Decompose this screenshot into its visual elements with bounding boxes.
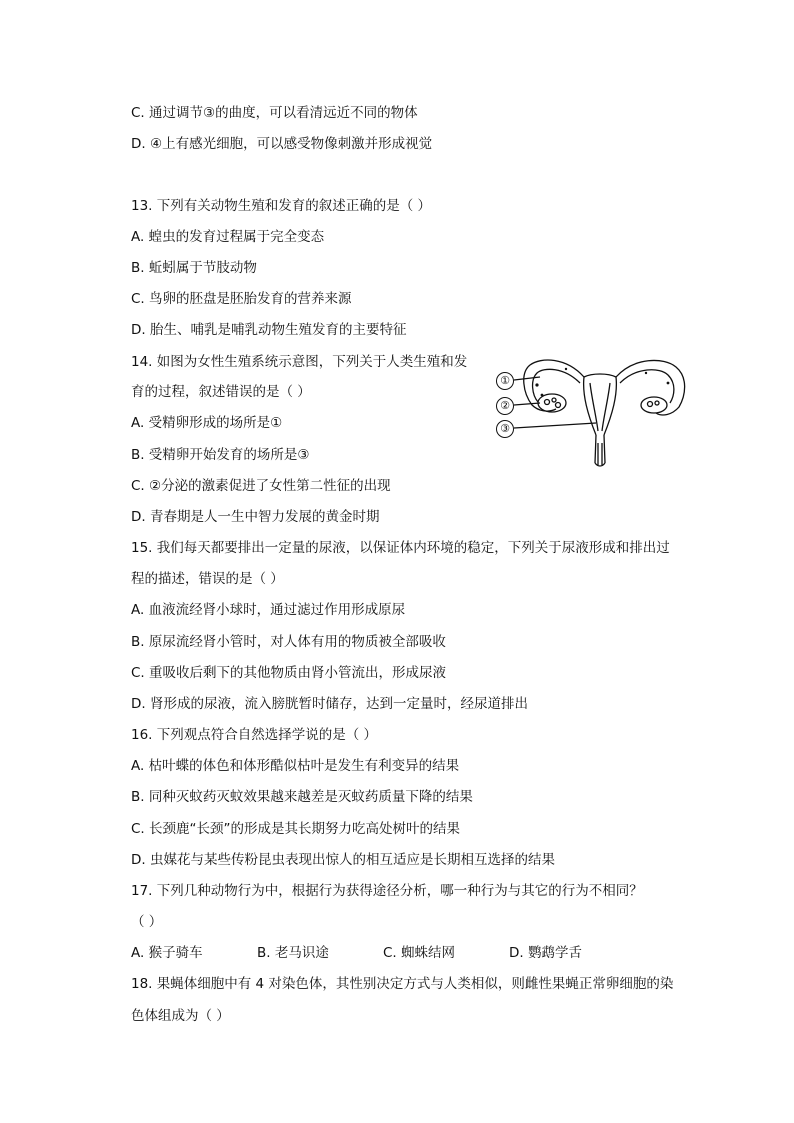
- female-reproductive-system-figure: [496, 355, 701, 475]
- marker-2: ②: [496, 397, 514, 415]
- marker-1: ①: [496, 372, 514, 390]
- q17-option-b: B. 老马识途: [257, 945, 329, 961]
- q17-stem: 17. 下列几种动物行为中，根据行为获得途径分析，哪一种行为与其它的行为不相同？: [131, 883, 643, 899]
- reproductive-diagram: [496, 355, 701, 475]
- q12-option-c: C. 通过调节③的曲度，可以看清远近不同的物体: [131, 105, 418, 121]
- q18-stem-line1: 18. 果蝇体细胞中有 4 对染色体，其性别决定方式与人类相似，则雌性果蝇正常卵细胞的染: [131, 976, 674, 992]
- q18-stem-line2: 色体组成为（ ）: [131, 1008, 230, 1024]
- q15-stem-line1: 15. 我们每天都要排出一定量的尿液，以保证体内环境的稳定，下列关于尿液形成和排出过: [131, 540, 670, 556]
- q12-option-d: D. ④上有感光细胞，可以感受物像刺激并形成视觉: [131, 136, 433, 152]
- q15-stem-line2: 程的描述，错误的是（ ）: [131, 571, 284, 587]
- marker-3: ③: [496, 420, 514, 438]
- q16-option-b: B. 同种灭蚊药灭蚊效果越来越差是灭蚊药质量下降的结果: [131, 789, 473, 805]
- q17-option-d: D. 鹦鹉学舌: [509, 945, 582, 961]
- q14-stem-line1: 14. 如图为女性生殖系统示意图，下列关于人类生殖和发: [131, 354, 468, 370]
- q14-option-c: C. ②分泌的激素促进了女性第二性征的出现: [131, 478, 391, 494]
- q13-option-b: B. 蚯蚓属于节肢动物: [131, 260, 257, 276]
- q13-option-c: C. 鸟卵的胚盘是胚胎发育的营养来源: [131, 291, 352, 307]
- q14-option-a: A. 受精卵形成的场所是①: [131, 415, 283, 431]
- q14-option-d: D. 青春期是人一生中智力发展的黄金时期: [131, 509, 380, 525]
- q15-option-d: D. 肾形成的尿液，流入膀胱暂时储存，达到一定量时，经尿道排出: [131, 696, 528, 712]
- q17-option-a: A. 猴子骑车: [131, 945, 203, 961]
- q16-stem: 16. 下列观点符合自然选择学说的是（ ）: [131, 727, 378, 743]
- q13-stem: 13. 下列有关动物生殖和发育的叙述正确的是（ ）: [131, 198, 432, 214]
- q14-option-b: B. 受精卵开始发育的场所是③: [131, 447, 310, 463]
- q14-stem-line2: 育的过程，叙述错误的是（ ）: [131, 384, 311, 400]
- q15-option-c: C. 重吸收后剩下的其他物质由肾小管流出，形成尿液: [131, 665, 447, 681]
- q16-option-d: D. 虫媒花与某些传粉昆虫表现出惊人的相互适应是长期相互选择的结果: [131, 852, 555, 868]
- q16-option-a: A. 枯叶蝶的体色和体形酷似枯叶是发生有利变异的结果: [131, 758, 460, 774]
- q17-answer-bracket: （ ）: [131, 914, 163, 930]
- q15-option-b: B. 原尿流经肾小管时，对人体有用的物质被全部吸收: [131, 634, 446, 650]
- q13-option-d: D. 胎生、哺乳是哺乳动物生殖发育的主要特征: [131, 322, 407, 338]
- q16-option-c: C. 长颈鹿“长颈”的形成是其长期努力吃高处树叶的结果: [131, 821, 460, 837]
- q13-option-a: A. 蝗虫的发育过程属于完全变态: [131, 229, 325, 245]
- q15-option-a: A. 血液流经肾小球时，通过滤过作用形成原尿: [131, 602, 406, 618]
- q17-option-c: C. 蜘蛛结网: [383, 945, 456, 961]
